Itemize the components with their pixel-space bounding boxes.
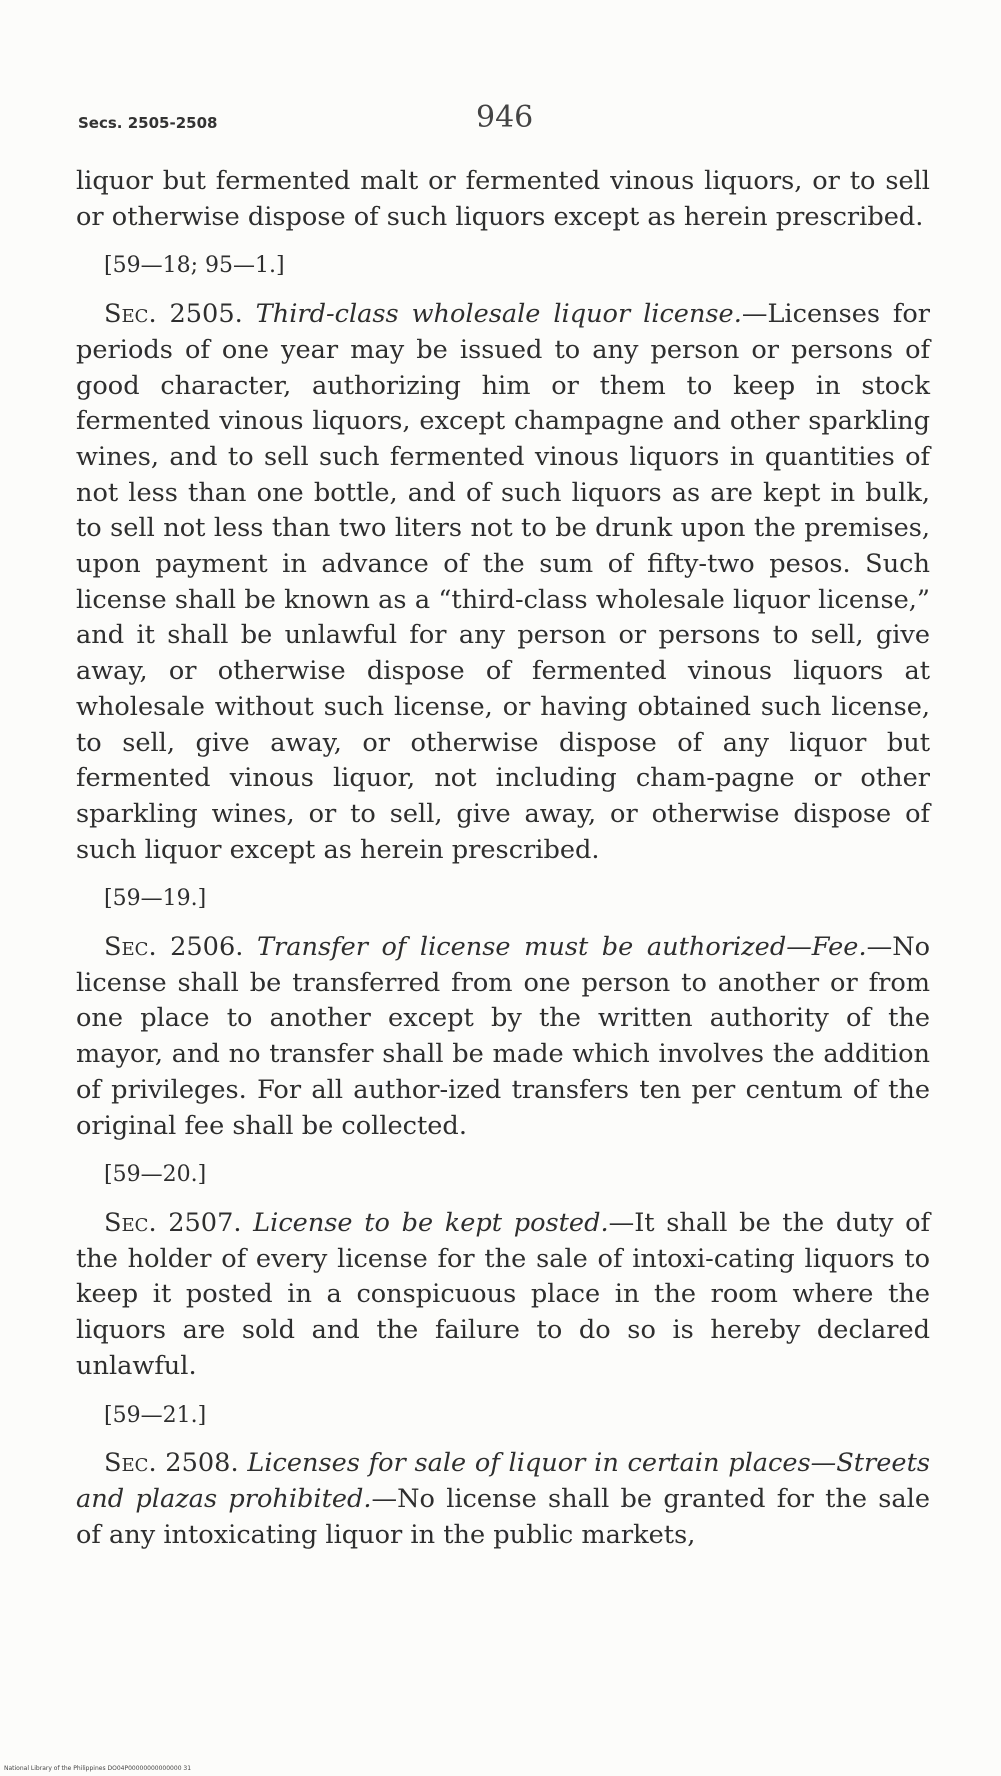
section-2507 xyxy=(76,1206,930,1385)
scan-footer: National Library of the Philippines DO04P00000000000000 31 xyxy=(4,1765,192,1772)
citation-text: [59—18; 95—1.] xyxy=(104,253,285,279)
body-text xyxy=(76,164,930,1553)
section-label: Sec. 2506. xyxy=(104,932,244,963)
section-title: License to be kept posted. xyxy=(253,1207,609,1238)
section-2508 xyxy=(76,1446,930,1553)
page-header xyxy=(78,100,928,140)
section-2505 xyxy=(76,297,930,868)
section-2506 xyxy=(76,930,930,1144)
citation xyxy=(76,248,930,284)
section-title: Licenses for sale of liquor in certain places—Streets and plazas prohibited. xyxy=(76,1448,930,1514)
section-title: Third-class wholesale liquor license. xyxy=(255,299,742,330)
section-range-heading: Secs. 2505-2508 xyxy=(78,114,218,132)
page-number: 946 xyxy=(476,100,534,135)
section-label: Sec. 2508. xyxy=(104,1448,239,1479)
section-text: —It shall be the duty of the holder of every license for the sale of intoxi-cating liquors to keep it posted in a conspicuous place in the room where the liquors are sold and the failure to do so is hereby declared unlawful. xyxy=(76,1207,930,1381)
paragraph-continuation xyxy=(76,164,930,235)
section-title: Transfer of license must be authorized—Fee. xyxy=(256,932,867,963)
citation xyxy=(76,1157,930,1193)
citation-text: [59—21.] xyxy=(104,1402,207,1428)
paragraph-text: liquor but fermented malt or fermented vinous liquors, or to sell or otherwise dispose of such liquors except as herein prescribed. xyxy=(76,166,930,232)
citation xyxy=(76,881,930,917)
section-label: Sec. 2505. xyxy=(104,299,243,330)
citation-text: [59—19.] xyxy=(104,886,207,912)
citation-text: [59—20.] xyxy=(104,1162,207,1188)
section-label: Sec. 2507. xyxy=(104,1207,242,1238)
citation xyxy=(76,1398,930,1434)
section-text: —Licenses for periods of one year may be issued to any person or persons of good character, authorizing him or them to keep in stock fermented vinous liquors, except champagne and other sparkling wines, and to sell such fermented vinous liquors in quantities of not less than one bottle, and of such liquors as are kept in bulk, to sell not less than two liters not to be drunk upon the premises, upon payment in advance of the sum of fifty-two pesos. Such license shall be known as a “third-class wholesale liquor license,” and it shall be unlawful for any person or persons to sell, give away, or otherwise dispose of fermented vinous liquors at wholesale without such license, or having obtained such license, to sell, give away, or otherwise dispose of any liquor but fermented vinous liquor, not including cham-pagne or other sparkling wines, or to sell, give away, or otherwise dispose of such liquor except as herein prescribed. xyxy=(76,299,930,865)
section-text: —No license shall be transferred from one person to another or from one place to another except by the written authority of the mayor, and no transfer shall be made which involves the addition of privileges. For all author-ized transfers ten per centum of the original fee shall be collected. xyxy=(76,932,930,1141)
section-text: —No license shall be granted for the sale of any intoxicating liquor in the public markets, xyxy=(76,1483,930,1550)
